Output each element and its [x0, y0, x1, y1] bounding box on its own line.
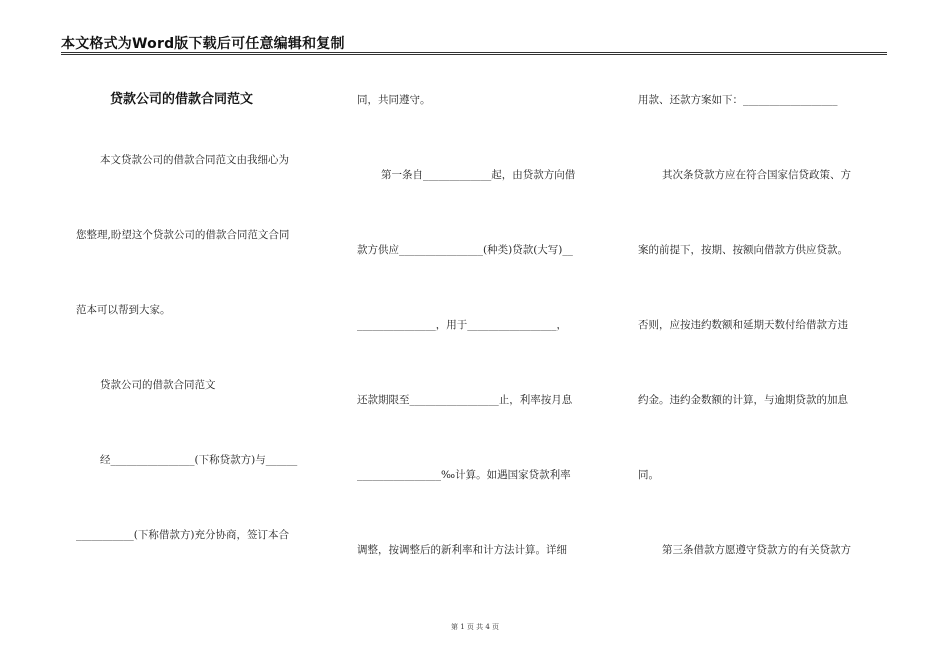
paragraph-line: 本文贷款公司的借款合同范文由我细心为 [100, 154, 289, 166]
paragraph-line: 您整理,盼望这个贷款公司的借款合同范文合同 [76, 229, 290, 241]
paragraph-line: 同，共同遵守。 [357, 94, 431, 106]
paragraph-line: ________________‰计算。如遇国家贷款利率 [357, 469, 571, 481]
section-heading: 贷款公司的借款合同范文 [100, 379, 216, 391]
paragraph-line: 第一条自_____________起，由贷款方向借 [381, 169, 576, 181]
document-title: 贷款公司的借款合同范文 [110, 92, 254, 107]
header-rule-bottom [61, 54, 887, 55]
paragraph-line: 经________________(下称贷款方)与______ [100, 454, 298, 466]
paragraph-line: 范本可以帮到大家。 [76, 304, 171, 316]
paragraph-line: 否则，应按违约数额和延期天数付给借款方违 [638, 319, 848, 331]
text-column-1 [76, 80, 321, 600]
paragraph-line: 第三条借款方愿遵守贷款方的有关贷款方 [662, 544, 851, 556]
paragraph-line: 款方供应________________(种类)贷款(大写)__ [357, 244, 573, 256]
paragraph-line: 调整，按调整后的新利率和计方法计算。详细 [357, 544, 567, 556]
text-column-2 [357, 80, 602, 600]
paragraph-line: 还款期限至_________________止，利率按月息 [357, 394, 573, 406]
page-number-footer: 第 1 页 共 4 页 [450, 623, 500, 631]
paragraph-line: 用款、还款方案如下：__________________ [638, 94, 838, 106]
header-rule-top [61, 52, 887, 53]
text-column-3 [638, 80, 883, 600]
document-header-title: 本文格式为Word版下载后可任意编辑和复制 [61, 36, 345, 52]
paragraph-line: 同。 [638, 469, 659, 481]
paragraph-line: ___________(下称借款方)充分协商，签订本合 [76, 529, 289, 541]
paragraph-line: _______________，用于_________________， [357, 319, 567, 331]
paragraph-line: 约金。违约金数额的计算，与逾期贷款的加息 [638, 394, 848, 406]
paragraph-line: 其次条贷款方应在符合国家信贷政策、方 [662, 169, 851, 181]
paragraph-line: 案的前提下，按期、按额向借款方供应贷款。 [638, 244, 848, 256]
